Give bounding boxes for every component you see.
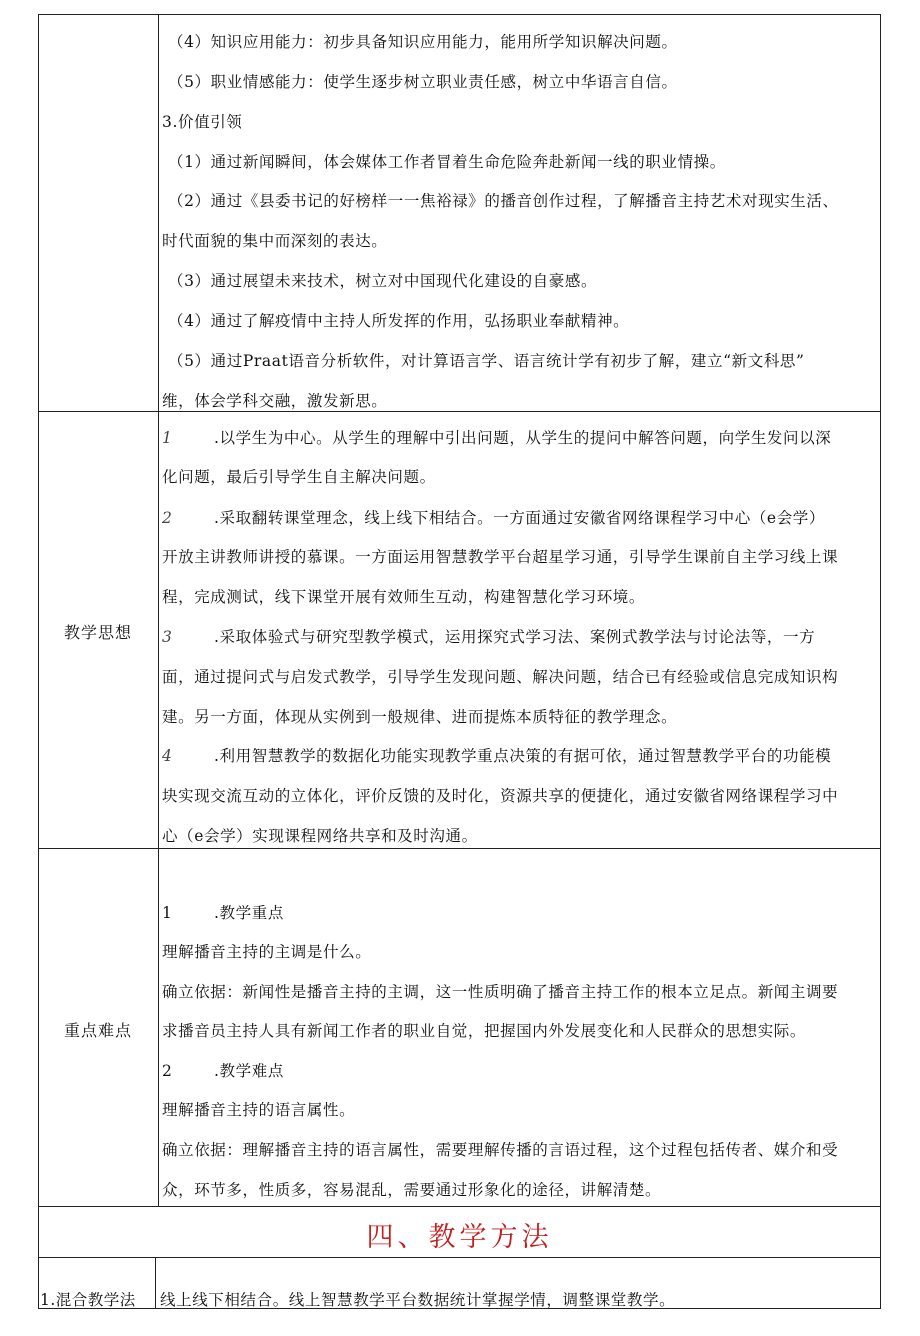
row-divider-methods: [38, 1257, 881, 1258]
objective-line: 维，体会学科交融，激发新思。: [162, 392, 388, 410]
row-divider-philosophy: [38, 411, 881, 412]
difficulty-line: 确立依据：理解播音主持的语言属性，需要理解传播的言语过程，这个过程包括传者、媒介和受: [162, 1141, 839, 1159]
table-top-border: [38, 14, 881, 15]
objective-line: （2）通过《县委书记的好榜样一一焦裕禄》的播音创作过程，了解播音主持艺术对现实生活、: [168, 192, 839, 210]
objective-line: （4）通过了解疫情中主持人所发挥的作用，弘扬职业奉献精神。: [168, 312, 630, 330]
table-right-border: [880, 14, 881, 1308]
philosophy-item-cont: 面，通过提问式与启发式教学，引导学生发现问题、解决问题，结合已有经验或信息完成知识构: [162, 668, 839, 686]
philosophy-item: 2 .采取翻转课堂理念，线上线下相结合。一方面通过安徽省网络课程学习中心（e会学）: [162, 509, 826, 527]
item-number: 2: [162, 509, 173, 527]
objective-heading: 3.价值引领: [162, 113, 243, 131]
method-label: 1.混合教学法: [40, 1291, 136, 1309]
item-number: 1: [162, 904, 173, 922]
focus-line: 求播音员主持人具有新闻工作者的职业自觉，把握国内外发展变化和人民群众的思想实际。: [162, 1022, 807, 1040]
philosophy-label: 教学思想: [63, 623, 132, 642]
item-number: 4: [162, 747, 173, 765]
philosophy-item-cont: 开放主讲教师讲授的慕课。一方面运用智慧教学平台超星学习通，引导学生课前自主学习线上课: [162, 548, 839, 566]
objective-line: （5）通过Praat语音分析软件，对计算语言学、语言统计学有初步了解，建立“新文科思”: [168, 352, 805, 370]
section-title: 四、教学方法: [366, 1222, 553, 1253]
objective-line: （5）职业情感能力：使学生逐步树立职业责任感，树立中华语言自信。: [168, 73, 678, 91]
difficulty-line: 理解播音主持的语言属性。: [162, 1101, 356, 1119]
philosophy-item: 3 .采取体验式与研究型教学模式，运用探究式学习法、案例式教学法与讨论法等，一方: [162, 628, 816, 646]
philosophy-item-cont: 块实现交流互动的立体化，评价反馈的及时化，资源共享的便捷化，通过安徽省网络课程学习中: [162, 787, 839, 805]
philosophy-item-cont: 建。另一方面，体现从实例到一般规律、进而提炼本质特征的教学理念。: [162, 708, 678, 726]
row-divider-section: [38, 1206, 881, 1207]
keypoints-label: 重点难点: [63, 1021, 132, 1040]
row-divider-keypoints: [38, 848, 881, 849]
column-divider-upper: [158, 14, 159, 1206]
philosophy-item: 1 .以学生为中心。从学生的理解中引出问题，从学生的提问中解答问题，向学生发问以深: [162, 429, 832, 447]
philosophy-item-cont: 化问题，最后引导学生自主解决问题。: [162, 468, 436, 486]
objective-line: （1）通过新闻瞬间，体会媒体工作者冒着生命危险奔赴新闻一线的职业情操。: [168, 153, 726, 171]
difficulty-heading: 2 .教学难点: [162, 1062, 284, 1080]
objective-line: （3）通过展望未来技术，树立对中国现代化建设的自豪感。: [168, 272, 598, 290]
item-number: 1: [162, 429, 173, 447]
difficulty-line: 众，环节多，性质多，容易混乱，需要通过形象化的途径，讲解清楚。: [162, 1181, 662, 1199]
column-divider-methods: [155, 1257, 156, 1308]
philosophy-item: 4 .利用智慧教学的数据化功能实现教学重点决策的有据可依，通过智慧教学平台的功能模: [162, 747, 832, 765]
objective-line: 时代面貌的集中而深刻的表达。: [162, 232, 388, 250]
focus-heading: 1 .教学重点: [162, 904, 284, 922]
item-number: 2: [162, 1062, 173, 1080]
focus-line: 理解播音主持的主调是什么。: [162, 943, 372, 961]
philosophy-item-cont: 心（e会学）实现课程网络共享和及时沟通。: [162, 827, 478, 845]
philosophy-item-cont: 程，完成测试，线下课堂开展有效师生互动，构建智慧化学习环境。: [162, 588, 646, 606]
objective-line: （4）知识应用能力：初步具备知识应用能力，能用所学知识解决问题。: [168, 33, 678, 51]
method-text: 线上线下相结合。线上智慧教学平台数据统计掌握学情，调整课堂教学。: [160, 1291, 676, 1309]
table-left-border: [38, 14, 39, 1308]
item-number: 3: [162, 628, 173, 646]
focus-line: 确立依据：新闻性是播音主持的主调，这一性质明确了播音主持工作的根本立足点。新闻主调要: [162, 983, 839, 1001]
